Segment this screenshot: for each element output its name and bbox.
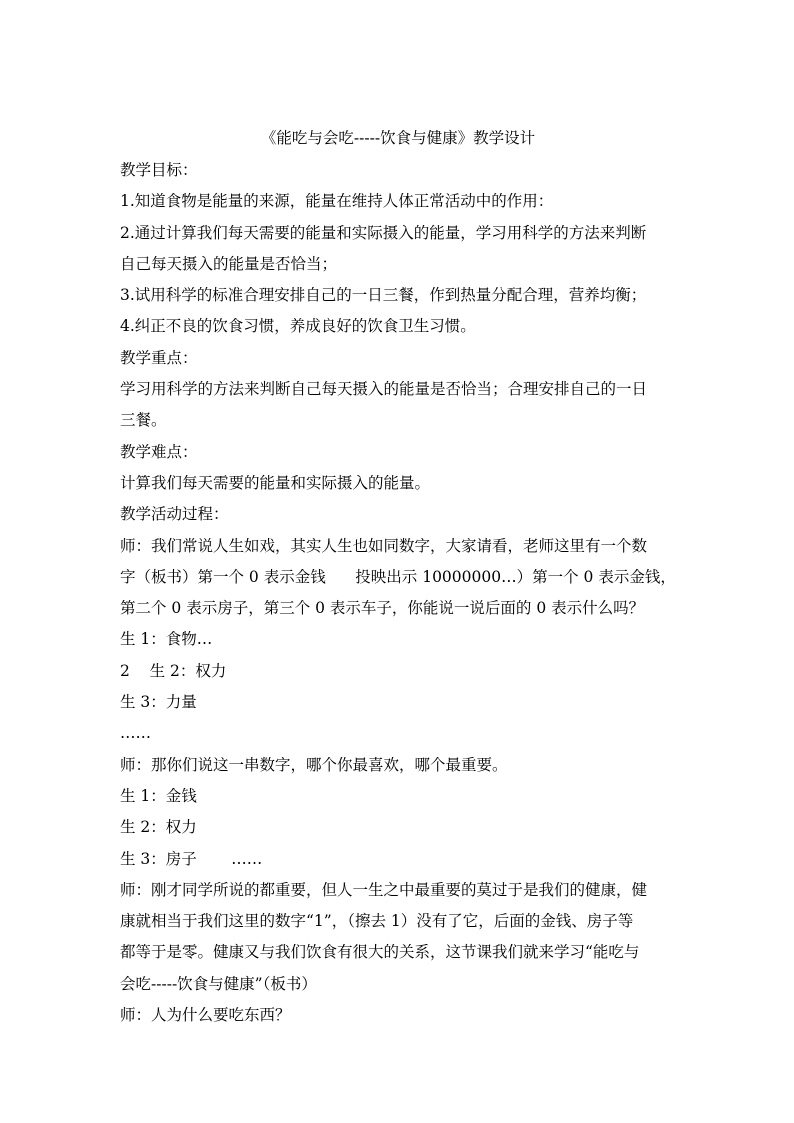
section-heading-difficulties: 教学难点： bbox=[120, 442, 198, 461]
paragraph-line: 都等于是零。健康又与我们饮食有很大的关系，这节课我们就来学习“能吃与 bbox=[120, 943, 640, 962]
dialogue-line: 师：人为什么要吃东西？ bbox=[120, 1006, 291, 1025]
ellipsis-line: …… bbox=[120, 724, 151, 743]
paragraph-line: 计算我们每天需要的能量和实际摄入的能量。 bbox=[120, 473, 431, 492]
paragraph-line: 第二个 0 表示房子，第三个 0 表示车子，你能说一说后面的 0 表示什么吗？ bbox=[120, 599, 645, 618]
paragraph-line: 4.纠正不良的饮食习惯，养成良好的饮食卫生习惯。 bbox=[120, 317, 476, 336]
paragraph-line: 1.知道食物是能量的来源，能量在维持人体正常活动中的作用： bbox=[120, 192, 554, 211]
dialogue-line: 生 1：食物… bbox=[120, 630, 213, 649]
section-heading-key-points: 教学重点： bbox=[120, 348, 198, 367]
paragraph-line: 三餐。 bbox=[120, 411, 167, 430]
paragraph-line: 康就相当于我们这里的数字“1”，（擦去 1）没有了它，后面的金钱、房子等 bbox=[120, 912, 634, 931]
section-heading-process: 教学活动过程： bbox=[120, 505, 229, 524]
dialogue-line: 师：那你们说这一串数字，哪个你最喜欢，哪个最重要。 bbox=[120, 755, 508, 774]
dialogue-line: 生 2：权力 bbox=[120, 818, 197, 837]
paragraph-line: 会吃-----饮食与健康”（板书） bbox=[120, 974, 317, 993]
paragraph-line: 师：我们常说人生如戏，其实人生也如同数字，大家请看，老师这里有一个数 bbox=[120, 536, 648, 555]
section-heading-objectives: 教学目标： bbox=[120, 161, 198, 179]
dialogue-line: 2 生 2：权力 bbox=[120, 661, 227, 680]
paragraph-line: 字（板书）第一个 0 表示金钱 投映出示 10000000…）第一个 0 表示金钱， bbox=[120, 567, 676, 586]
dialogue-line: 生 1：金钱 bbox=[120, 786, 197, 805]
paragraph-line: 2.通过计算我们每天需要的能量和实际摄入的能量，学习用科学的方法来判断 bbox=[120, 223, 647, 242]
document-body bbox=[120, 155, 680, 1031]
paragraph-line: 师：刚才同学所说的都重要，但人一生之中最重要的莫过于是我们的健康，健 bbox=[120, 880, 648, 899]
paragraph-line: 3.试用科学的标准合理安排自己的一日三餐，作到热量分配合理，营养均衡； bbox=[120, 286, 647, 305]
paragraph-line: 学习用科学的方法来判断自己每天摄入的能量是否恰当；合理安排自己的一日 bbox=[120, 380, 648, 399]
dialogue-line: 生 3：房子 …… bbox=[120, 849, 263, 868]
paragraph-line: 自己每天摄入的能量是否恰当； bbox=[120, 254, 338, 273]
document-title: 《能吃与会吃-----饮食与健康》教学设计 bbox=[260, 129, 536, 147]
dialogue-line: 生 3：力量 bbox=[120, 693, 197, 712]
